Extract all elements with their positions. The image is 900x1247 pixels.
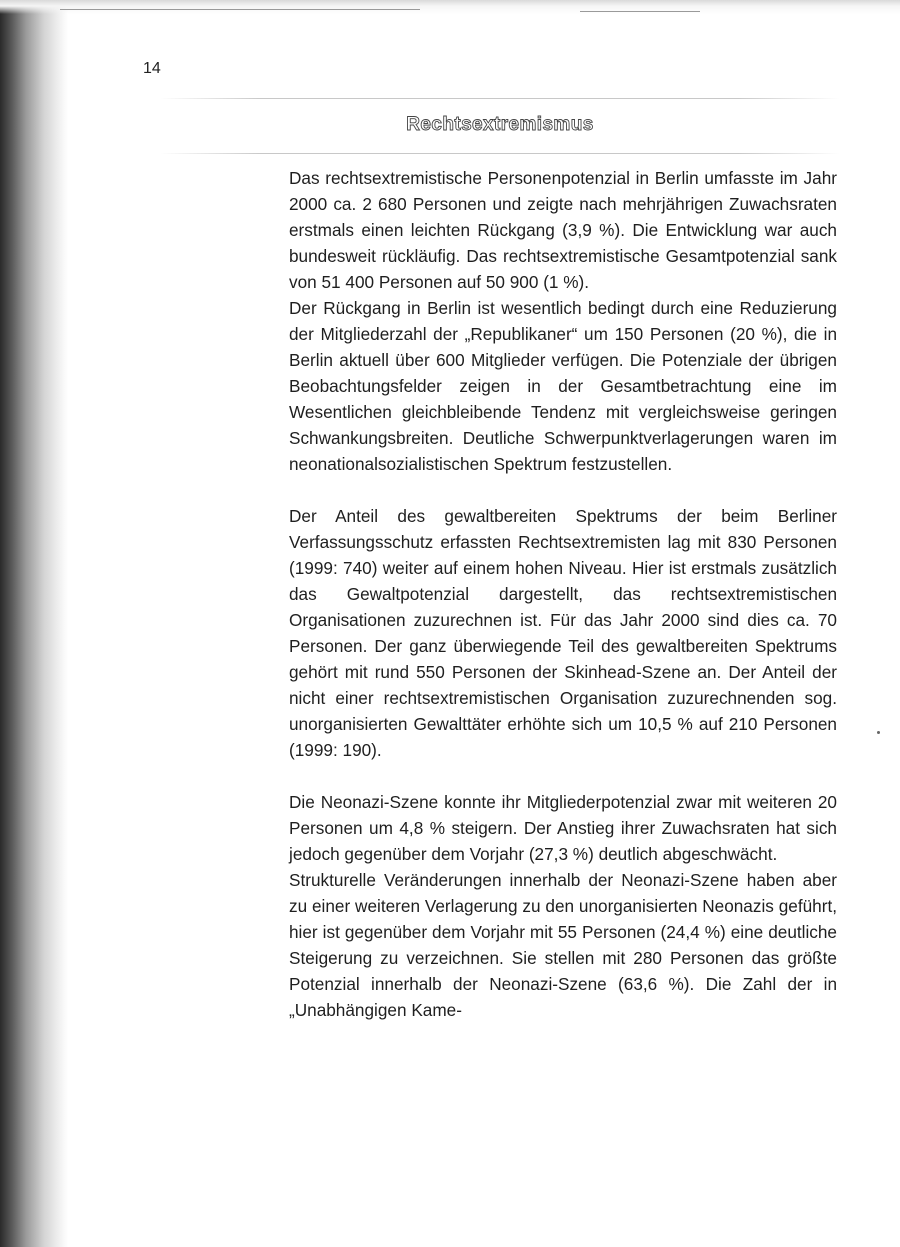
book-binding-shadow	[0, 0, 68, 1247]
paragraph: Die Neonazi-Szene konnte ihr Mitgliederpotenzial zwar mit weiteren 20 Personen um 4,8 % steigern. Der Anstieg ihrer Zuwachsraten hat sich jedoch gegenüber dem Vorjahr (27,3 %) deutlich abgeschwächt.	[289, 792, 837, 864]
header-rule-bottom	[160, 153, 840, 154]
paragraph: Der Rückgang in Berlin ist wesentlich bedingt durch eine Reduzierung der Mitgliederzahl der „Republikaner“ um 150 Personen (20 %), die in Berlin aktuell über 600 Mitglieder verfügen. Die Potenziale der übrigen Beobachtungsfelder zeigen in der Gesamtbetrachtung eine im Wesentlichen gleichbleibende Tendenz mit vergleichsweise geringen Schwankungsbreiten. Deutliche Schwerpunktverlagerungen waren im neonationalsozialistischen Spektrum festzustellen.	[289, 298, 837, 474]
page-number: 14	[143, 60, 161, 77]
page-top-edge	[0, 0, 900, 14]
scan-speck	[877, 731, 880, 734]
page-edge-line	[580, 11, 700, 12]
paragraph: Strukturelle Veränderungen innerhalb der Neonazi-Szene haben aber zu einer weiteren Verlagerung zu den unorganisierten Neonazis geführt, hier ist gegenüber dem Vorjahr mit 55 Personen (24,4 %) eine deutliche Steigerung zu verzeichnen. Sie stellen mit 280 Personen das größte Potenzial innerhalb der Neonazi-Szene (63,6 %). Die Zahl der in „Unabhängigen Kame-	[289, 870, 837, 1020]
paragraph: Das rechtsextremistische Personenpotenzial in Berlin umfasste im Jahr 2000 ca. 2 680 Personen und zeigte nach mehrjährigen Zuwachsraten erstmals einen leichten Rückgang (3,9 %). Die Entwicklung war auch bundesweit rückläufig. Das rechtsextremistische Gesamtpotenzial sank von 51 400 Personen auf 50 900 (1 %).	[289, 168, 837, 292]
running-head-title: Rechtsextremismus	[406, 114, 594, 135]
body-text	[289, 165, 837, 1023]
header-rule-top	[160, 98, 840, 99]
paragraph: Der Anteil des gewaltbereiten Spektrums der beim Berliner Verfassungsschutz erfassten Rechtsextremisten lag mit 830 Personen (1999: 740) weiter auf einem hohen Niveau. Hier ist erstmals zusätzlich das Gewaltpotenzial dargestellt, das rechtsextremistischen Organisationen zuzurechnen ist. Für das Jahr 2000 sind dies ca. 70 Personen. Der ganz überwiegende Teil des gewaltbereiten Spektrums gehört mit rund 550 Personen der Skinhead-Szene an. Der Anteil der nicht einer rechtsextremistischen Organisation zuzurechnenden sog. unorganisierten Gewalttäter erhöhte sich um 10,5 % auf 210 Personen (1999: 190).	[289, 506, 837, 760]
page-edge-line	[60, 9, 420, 10]
